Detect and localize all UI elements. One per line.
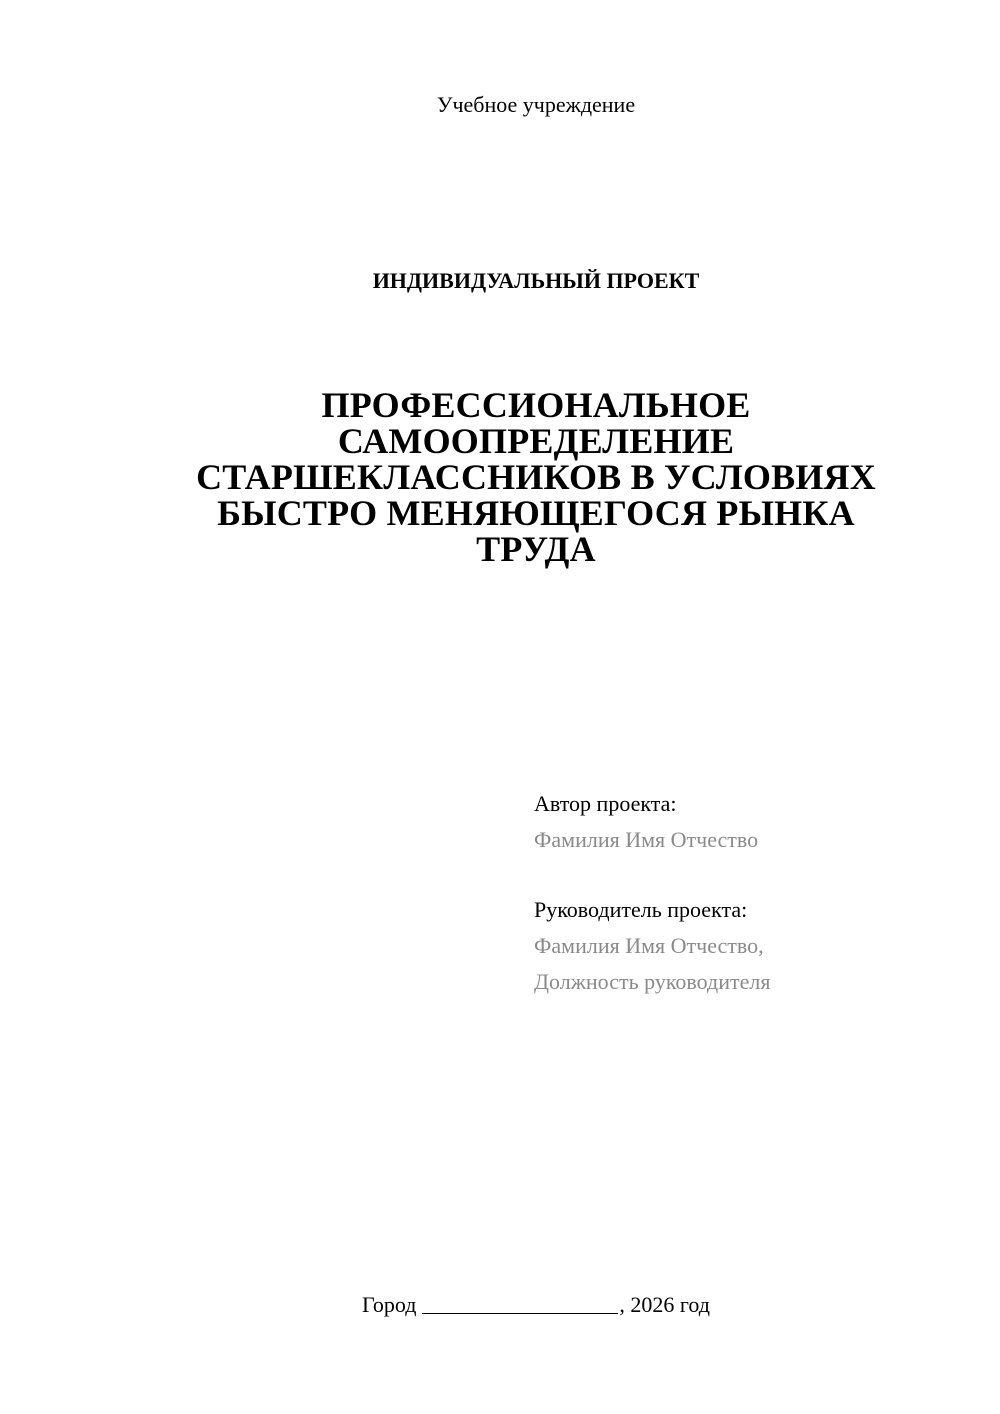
year-text: , 2026 год — [619, 1292, 710, 1317]
city-year-line — [0, 1289, 1000, 1320]
institution-name: Учебное учреждение — [436, 92, 636, 117]
author-name-placeholder: Фамилия Имя Отчество — [534, 827, 759, 852]
project-title — [140, 387, 932, 567]
project-type-heading: ИНДИВИДУАЛЬНЫЙ ПРОЕКТ — [372, 268, 700, 293]
supervisor-name-placeholder: Фамилия Имя Отчество, — [534, 933, 764, 958]
project-title-line: ТРУДА — [476, 529, 596, 569]
city-blank-line — [422, 1291, 618, 1314]
supervisor-position-placeholder: Должность руководителя — [534, 969, 771, 994]
project-title-line: СТАРШЕКЛАССНИКОВ В УСЛОВИЯХ — [196, 457, 876, 497]
supervisor-label: Руководитель проекта: — [534, 897, 748, 922]
city-label: Город — [362, 1292, 417, 1317]
project-title-line: БЫСТРО МЕНЯЮЩЕГОСЯ РЫНКА — [217, 493, 855, 533]
author-label: Автор проекта: — [534, 791, 677, 816]
author-block — [534, 786, 974, 858]
project-title-line: САМООПРЕДЕЛЕНИЕ — [337, 421, 735, 461]
project-title-line: ПРОФЕССИОНАЛЬНОЕ — [321, 385, 751, 425]
supervisor-block — [534, 892, 974, 1000]
